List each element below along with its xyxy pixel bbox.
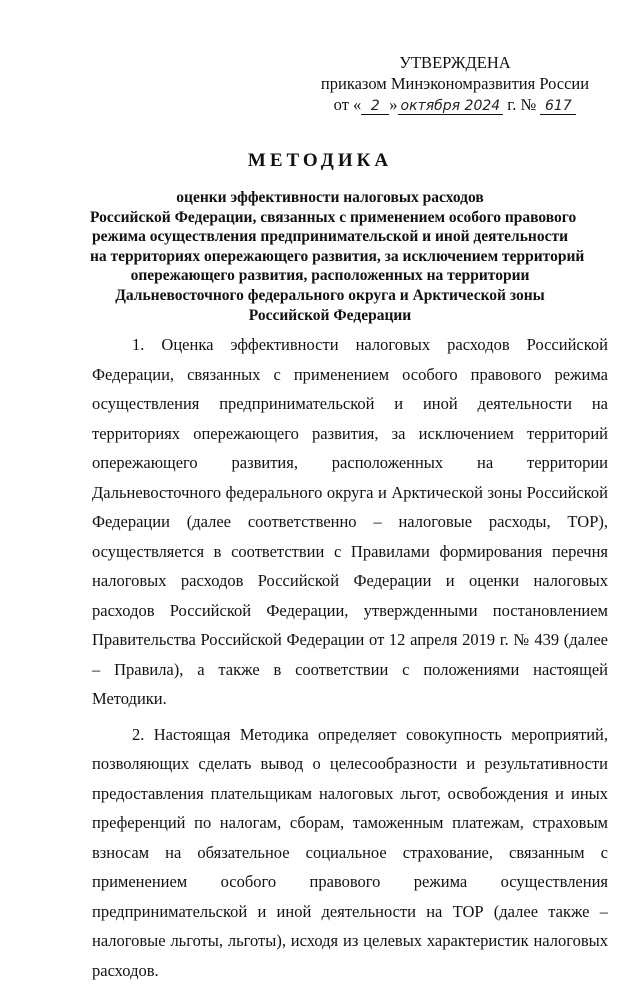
approval-stamp bbox=[300, 52, 610, 115]
subtitle-line: режима осуществления предпринимательской и иной деятельности bbox=[90, 227, 570, 247]
subtitle-line: на территориях опережающего развития, за исключением территорий bbox=[90, 247, 570, 267]
document-title: МЕТОДИКА bbox=[0, 150, 640, 172]
paragraph-2: 2. Настоящая Методика определяет совокупность мероприятий, позволяющих сделать вывод о целесообразности и результативности предоставления плательщикам налоговых льгот, освобождения и иных преференций по налогам, сборам, таможенным платежам, страховым взносам на обязательное социальное страхование, связанным с применением особого правового режима осуществления предпринимательской и иной деятельности на ТОР (далее также – налоговые льготы, льготы), исходя из целевых характеристик налоговых расходов. bbox=[92, 720, 608, 985]
subtitle-line: оценки эффективности налоговых расходов bbox=[90, 188, 570, 208]
handwritten-order-number: 617 bbox=[540, 98, 576, 115]
approval-order: приказом Минэкономразвития России bbox=[300, 73, 610, 94]
subtitle-line: Российской Федерации, связанных с применением особого правового bbox=[90, 208, 570, 228]
date-mid: » bbox=[389, 95, 397, 114]
subtitle-line: Дальневосточного федерального округа и Арктической зоны bbox=[90, 286, 570, 306]
document-subtitle bbox=[90, 188, 570, 325]
handwritten-day: 2 bbox=[361, 98, 389, 115]
approval-date-line bbox=[300, 94, 610, 115]
paragraph-1: 1. Оценка эффективности налоговых расходов Российской Федерации, связанных с применением особого правового режима осуществления предпринимательской и иной деятельности на территориях опережающего развития, за исключением территорий опережающего развития, расположенных на территории Дальневосточного федерального округа и Арктической зоны Российской Федерации (далее соответственно – налоговые расходы, ТОР), осуществляется в соответствии с Правилами формирования перечня налоговых расходов Российской Федерации и оценки налоговых расходов Российской Федерации, утвержденными постановлением Правительства Российской Федерации от 12 апреля 2019 г. № 439 (далее – Правила), а также в соответствии с положениями настоящей Методики. bbox=[92, 330, 608, 714]
date-suffix: г. № bbox=[507, 95, 536, 114]
document-body bbox=[92, 330, 608, 985]
approval-heading: УТВЕРЖДЕНА bbox=[300, 52, 610, 73]
subtitle-line: Российской Федерации bbox=[90, 306, 570, 326]
date-prefix: от « bbox=[334, 95, 362, 114]
handwritten-month-year: октября 2024 bbox=[398, 98, 504, 115]
subtitle-line: опережающего развития, расположенных на территории bbox=[90, 266, 570, 286]
